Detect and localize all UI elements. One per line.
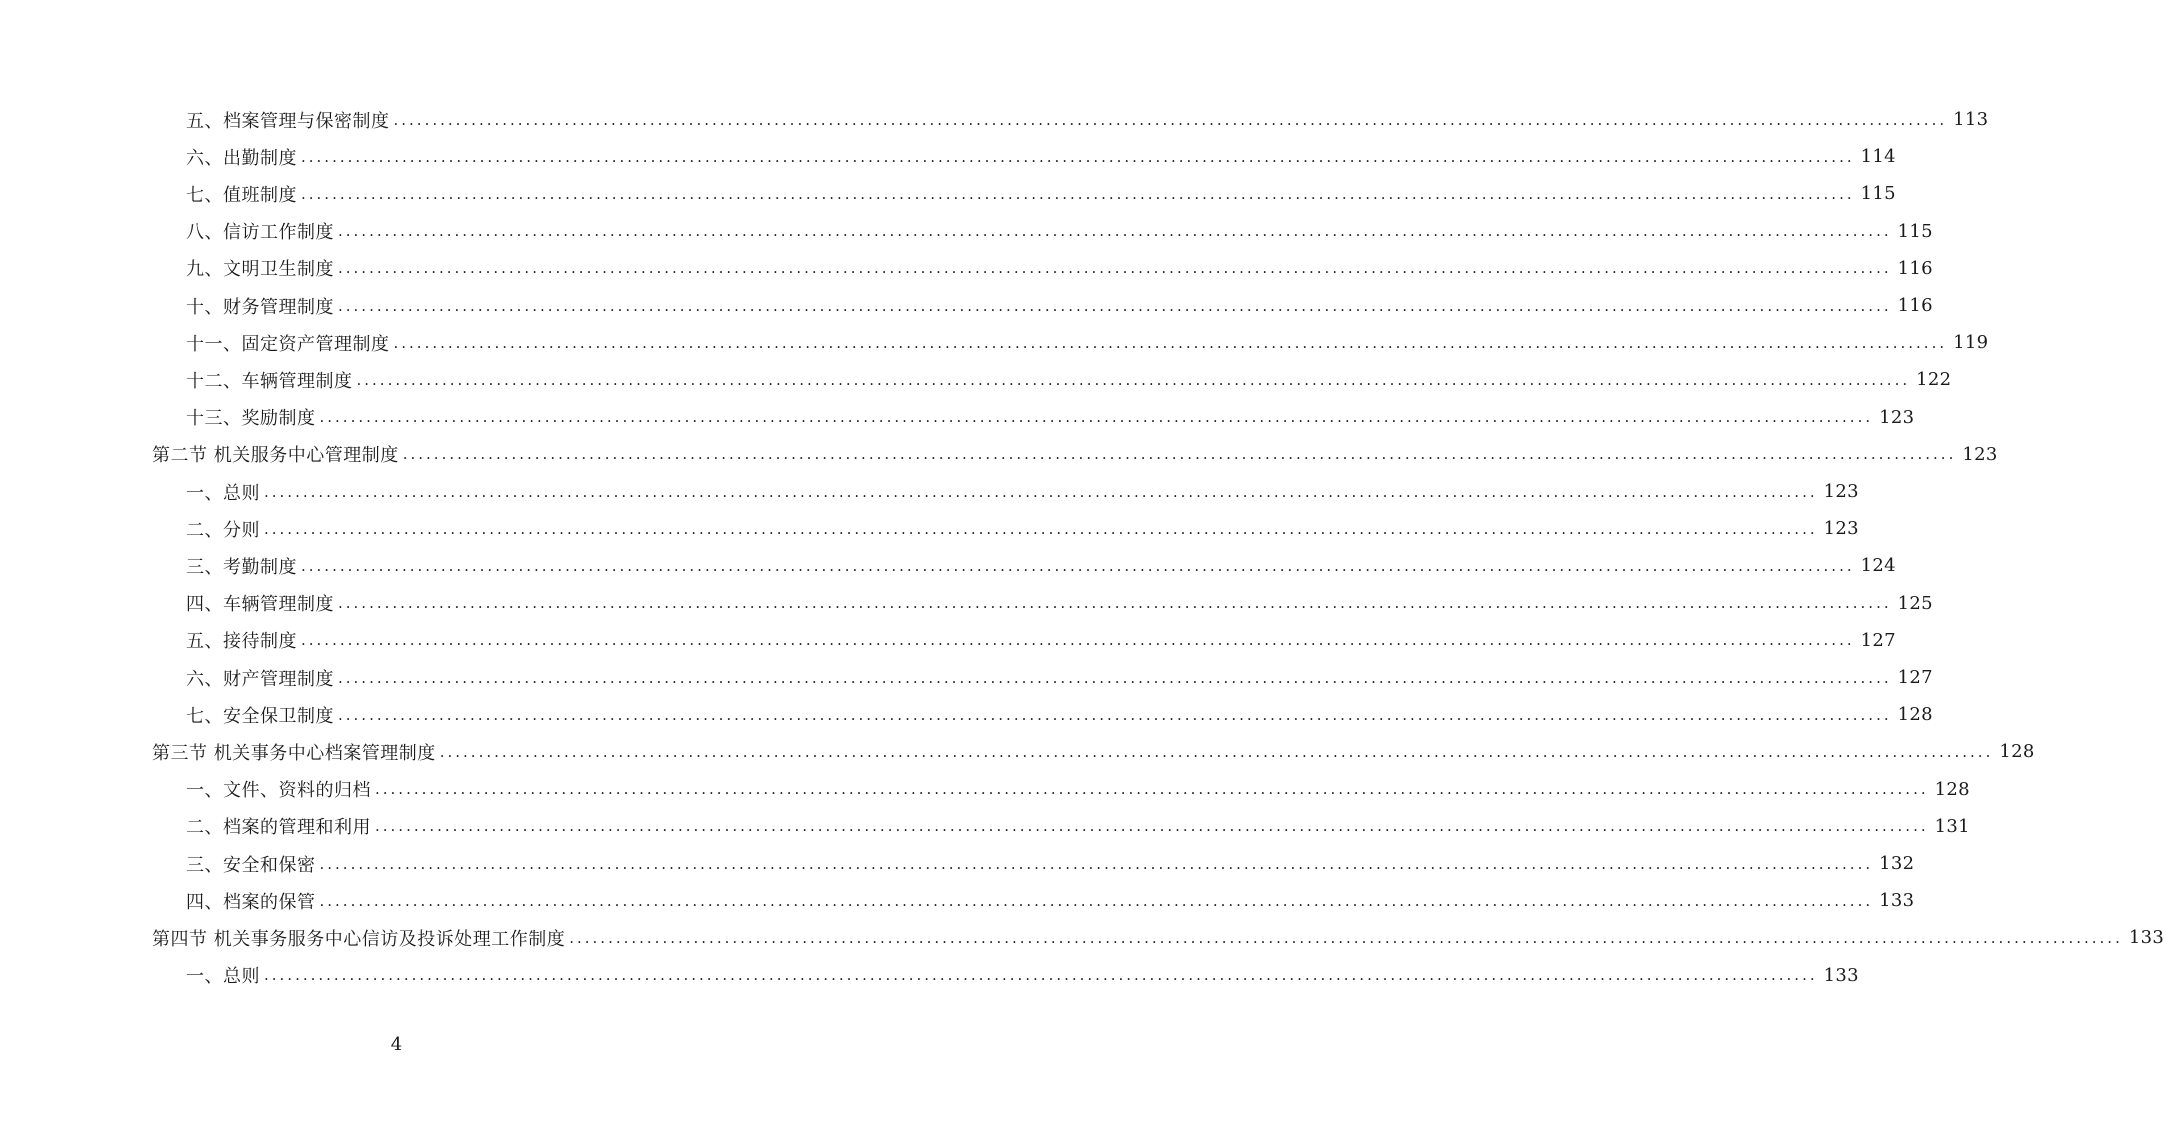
toc-item-entry — [186, 138, 1896, 175]
toc-entry-title: 三、安全和保密 — [186, 854, 316, 876]
toc-entry-page: 115 — [1860, 183, 1896, 205]
toc-item-entry — [186, 175, 1896, 212]
toc-entry-page: 128 — [1999, 741, 2035, 763]
toc-entry-page: 128 — [1934, 778, 1970, 800]
toc-item-entry — [186, 399, 1915, 436]
toc-entry-page: 115 — [1897, 220, 1933, 242]
toc-entry-page: 128 — [1897, 704, 1933, 726]
toc-entry-title: 十一、固定资产管理制度 — [186, 333, 390, 355]
toc-item-entry — [186, 845, 1915, 882]
toc-entry-title: 第二节 机关服务中心管理制度 — [152, 445, 399, 467]
toc-dot-leader: ........................................................................................................................................................................................................ — [264, 966, 1818, 985]
toc-item-entry — [186, 771, 1970, 808]
toc-entry-page: 123 — [1879, 406, 1915, 428]
toc-entry-title: 十三、奖励制度 — [186, 408, 316, 430]
toc-entry-page: 127 — [1860, 629, 1896, 651]
page-number: 4 — [390, 1034, 403, 1055]
toc-entry-page: 133 — [1879, 890, 1915, 912]
toc-entry-title: 九、文明卫生制度 — [186, 259, 334, 281]
toc-entry-page: 124 — [1860, 555, 1896, 577]
toc-dot-leader: ........................................................................................................................................................................................................ — [356, 370, 1911, 389]
toc-dot-leader: ........................................................................................................................................................................................................ — [319, 891, 1874, 910]
toc-dot-leader: ........................................................................................................................................................................................................ — [375, 817, 1929, 836]
toc-section-entry — [152, 436, 1998, 473]
toc-entry-title: 一、总则 — [186, 482, 260, 504]
toc-entry-page: 127 — [1897, 667, 1933, 688]
toc-dot-leader: ........................................................................................................................................................................................................ — [338, 222, 1892, 241]
toc-item-entry — [186, 585, 1933, 622]
toc-item-entry — [186, 957, 1859, 994]
toc-item-entry — [186, 547, 1896, 584]
toc-entry-title: 四、车辆管理制度 — [186, 594, 334, 616]
toc-entry-page: 119 — [1953, 332, 1989, 354]
toc-dot-leader: ........................................................................................................................................................................................................ — [439, 742, 1994, 761]
toc-dot-leader: ........................................................................................................................................................................................................ — [319, 408, 1874, 427]
toc-entry-title: 五、档案管理与保密制度 — [186, 110, 390, 132]
toc-entry-page: 113 — [1953, 109, 1989, 130]
toc-item-entry — [186, 622, 1896, 659]
toc-dot-leader: ........................................................................................................................................................................................................ — [338, 259, 1892, 278]
toc-dot-leader: ........................................................................................................................................................................................................ — [375, 780, 1929, 799]
toc-entry-page: 116 — [1897, 295, 1933, 316]
toc-dot-leader: ........................................................................................................................................................................................................ — [393, 333, 1948, 352]
toc-item-entry — [186, 287, 1933, 324]
toc-item-entry — [186, 808, 1970, 845]
toc-dot-leader: ........................................................................................................................................................................................................ — [338, 668, 1892, 687]
toc-dot-leader: ........................................................................................................................................................................................................ — [338, 594, 1892, 613]
toc-dot-leader: ........................................................................................................................................................................................................ — [319, 854, 1874, 873]
toc-dot-leader: ........................................................................................................................................................................................................ — [402, 445, 1957, 464]
toc-entry-page: 123 — [1962, 443, 1998, 465]
toc-dot-leader: ........................................................................................................................................................................................................ — [301, 147, 1855, 166]
toc-dot-leader: ........................................................................................................................................................................................................ — [301, 184, 1855, 203]
toc-entry-title: 五、接待制度 — [186, 631, 297, 653]
toc-entry-title: 七、值班制度 — [186, 184, 297, 206]
toc-section-entry — [152, 733, 2035, 770]
toc-entry-page: 133 — [1823, 964, 1859, 986]
toc-entry-title: 二、档案的管理和利用 — [186, 817, 371, 839]
toc-item-entry — [186, 101, 1989, 138]
toc-item-entry — [186, 473, 1859, 510]
toc-item-entry — [186, 250, 1933, 287]
toc-item-entry — [186, 659, 1933, 696]
toc-entry-page: 131 — [1934, 815, 1970, 837]
toc-item-entry — [186, 882, 1915, 919]
toc-entry-page: 133 — [2128, 927, 2164, 949]
toc-entry-title: 第四节 机关事务服务中心信访及投诉处理工作制度 — [152, 928, 566, 950]
toc-entry-title: 十、财务管理制度 — [186, 296, 334, 318]
toc-entry-page: 116 — [1897, 257, 1933, 279]
toc-entry-page: 123 — [1823, 518, 1859, 540]
toc-entry-title: 十二、车辆管理制度 — [186, 370, 353, 392]
toc-entry-title: 八、信访工作制度 — [186, 222, 334, 244]
toc-entry-title: 三、考勤制度 — [186, 556, 297, 578]
toc-item-entry — [186, 696, 1933, 733]
toc-dot-leader: ........................................................................................................................................................................................................ — [301, 556, 1855, 575]
toc-item-entry — [186, 510, 1859, 547]
toc-entry-page: 114 — [1860, 146, 1896, 168]
toc-dot-leader: ........................................................................................................................................................................................................ — [569, 928, 2123, 947]
toc-entry-title: 二、分则 — [186, 519, 260, 541]
toc-entry-title: 七、安全保卫制度 — [186, 705, 334, 727]
toc-dot-leader: ........................................................................................................................................................................................................ — [264, 482, 1818, 501]
toc-dot-leader: ........................................................................................................................................................................................................ — [393, 110, 1948, 129]
toc-item-entry — [186, 213, 1933, 250]
toc-entry-title: 六、财产管理制度 — [186, 668, 334, 690]
toc-section-entry — [152, 919, 2164, 956]
toc-entry-title: 六、出勤制度 — [186, 147, 297, 169]
toc-dot-leader: ........................................................................................................................................................................................................ — [338, 705, 1892, 724]
toc-entry-page: 122 — [1916, 369, 1952, 391]
toc-entry-title: 第三节 机关事务中心档案管理制度 — [152, 742, 436, 764]
toc-item-entry — [186, 361, 1952, 398]
toc-entry-page: 125 — [1897, 592, 1933, 614]
toc-dot-leader: ........................................................................................................................................................................................................ — [264, 519, 1818, 538]
toc-entry-title: 一、总则 — [186, 966, 260, 988]
toc-dot-leader: ........................................................................................................................................................................................................ — [301, 631, 1855, 650]
toc-entry-title: 一、文件、资料的归档 — [186, 780, 371, 802]
toc-dot-leader: ........................................................................................................................................................................................................ — [338, 296, 1892, 315]
toc-entry-page: 123 — [1823, 481, 1859, 502]
toc-entry-page: 132 — [1879, 853, 1915, 874]
toc-entry-title: 四、档案的保管 — [186, 891, 316, 913]
toc-item-entry — [186, 324, 1989, 361]
